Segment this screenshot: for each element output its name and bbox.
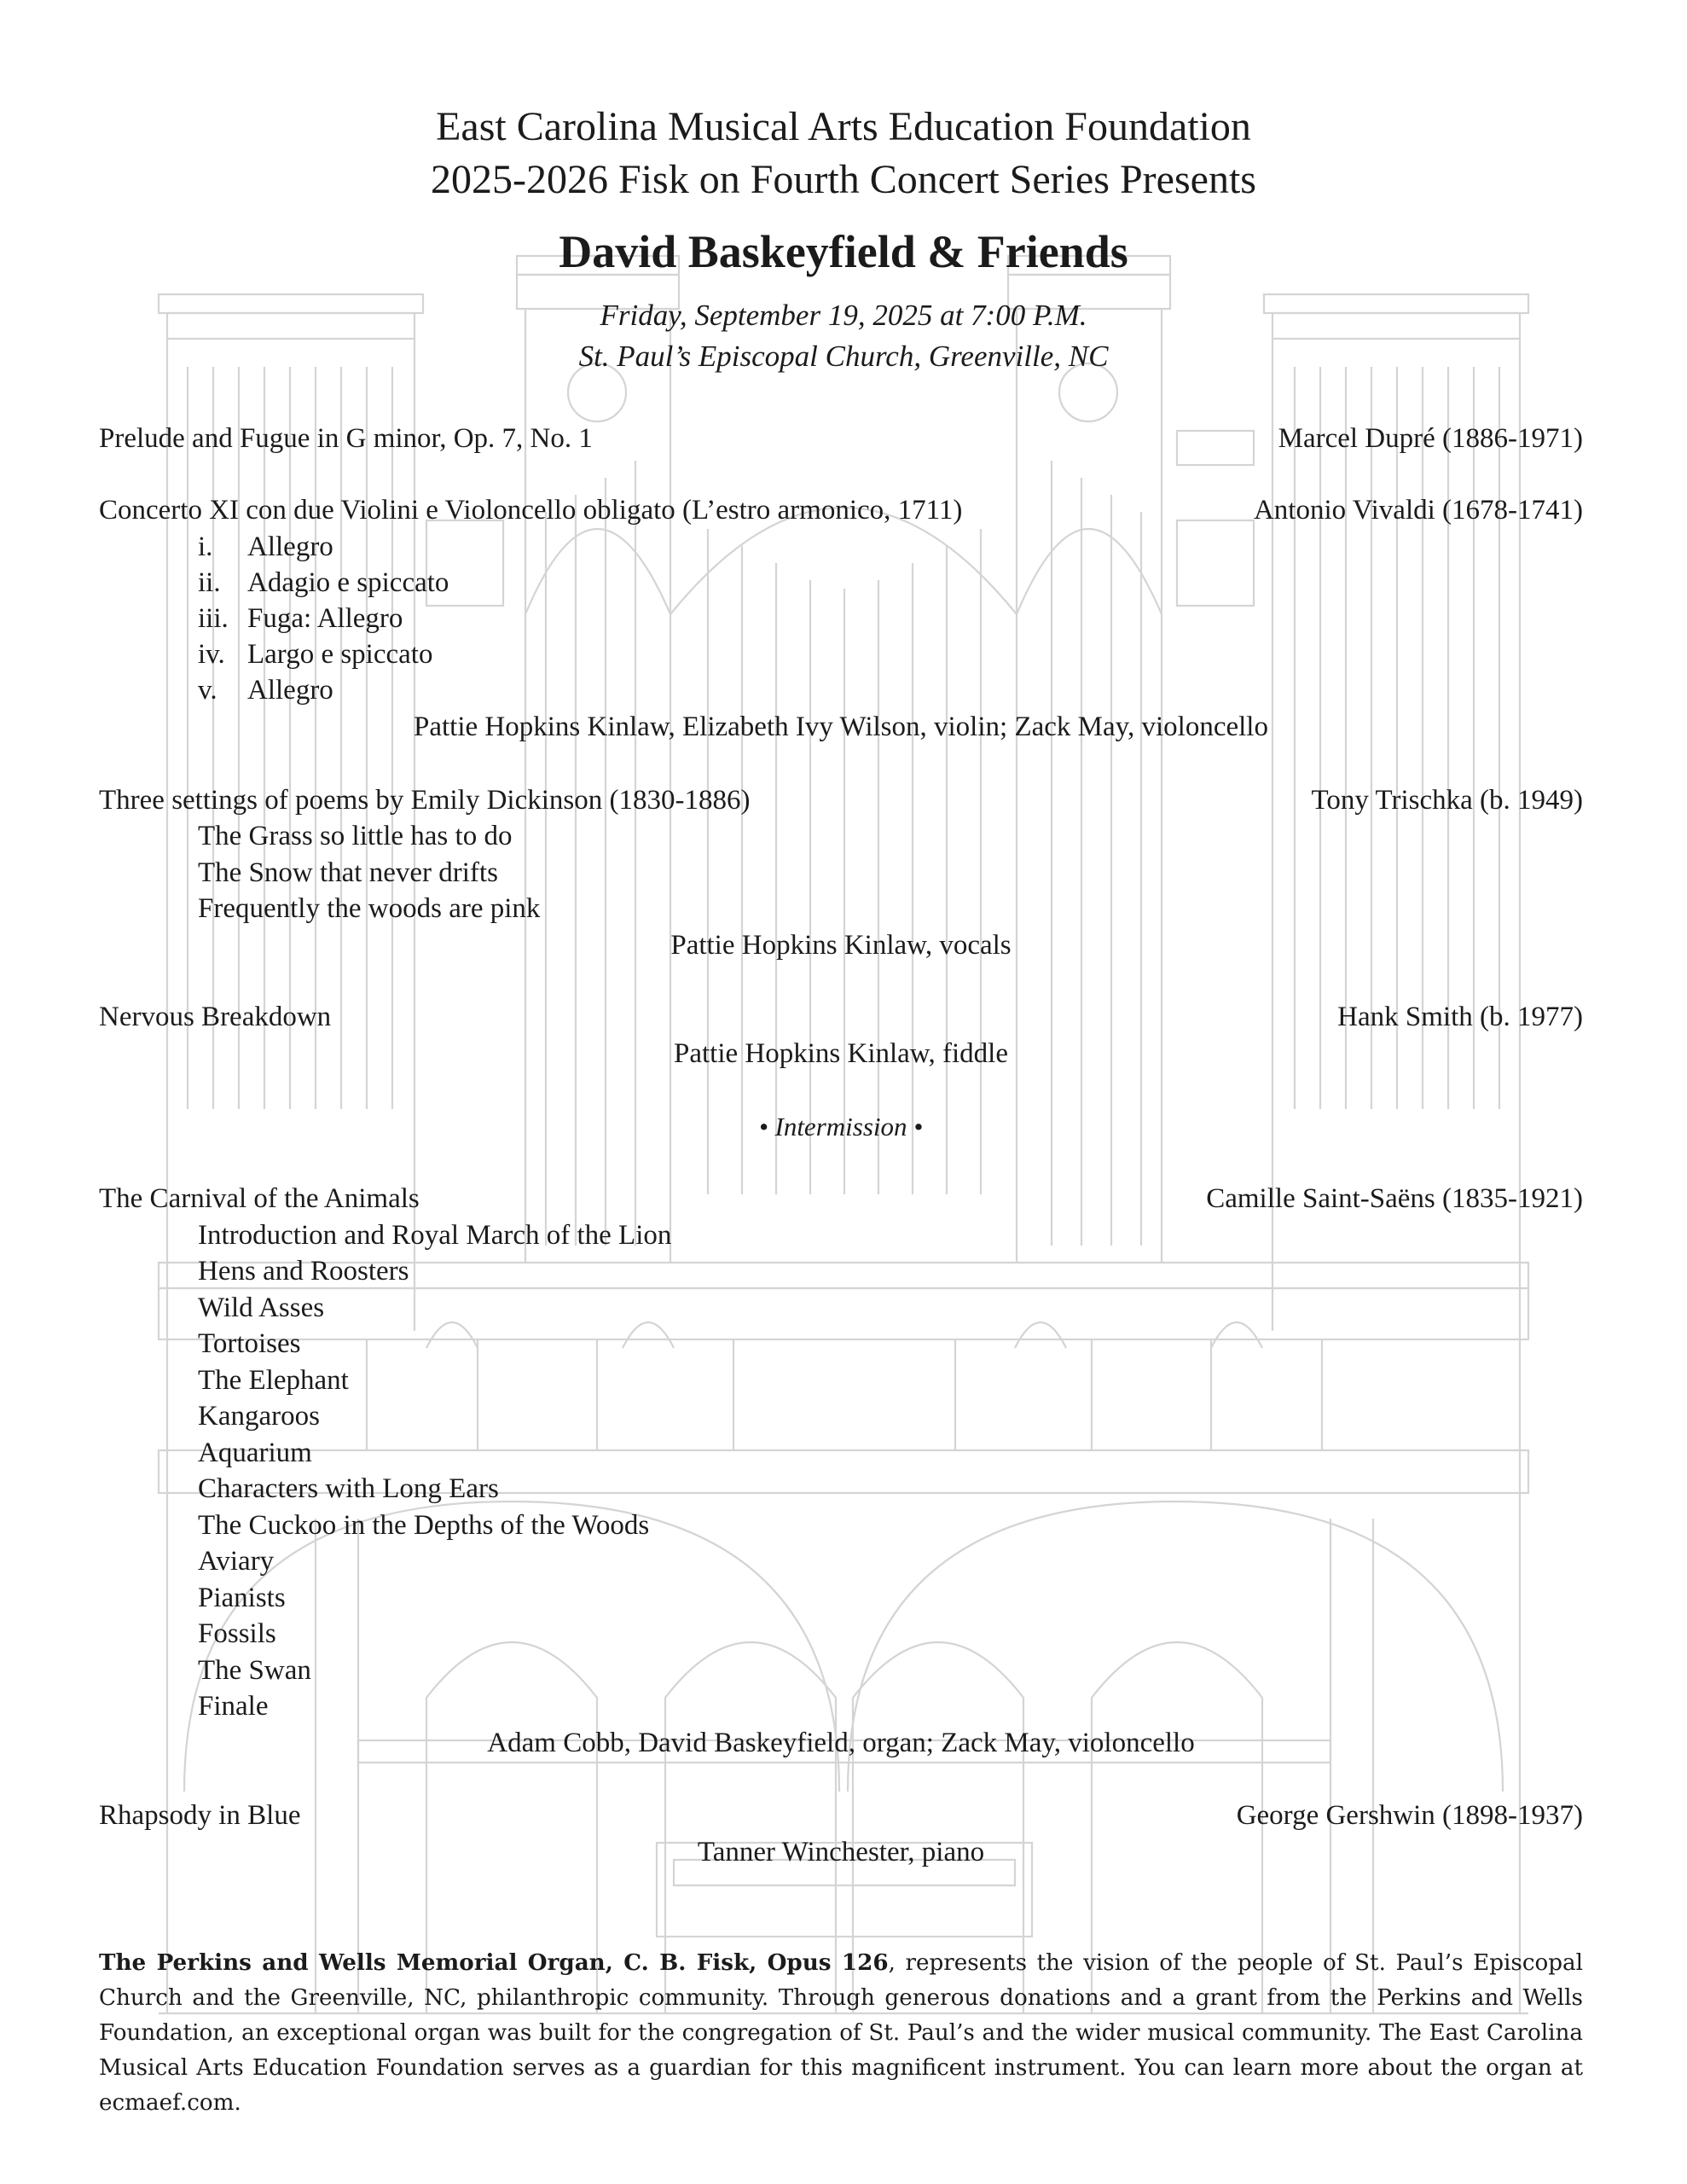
performers: Adam Cobb, David Baskeyfield, organ; Zack May, violoncello (487, 1728, 1195, 1758)
movement-title: Tortoises (198, 1328, 301, 1359)
performers: Pattie Hopkins Kinlaw, fiddle (674, 1038, 1008, 1069)
piece-composer: Antonio Vivaldi (1678-1741) (1253, 495, 1583, 526)
movement-title: Characters with Long Ears (198, 1473, 499, 1504)
program-list (99, 0, 1583, 1877)
piece-row (99, 1181, 1583, 1217)
piece-composer: Camille Saint-Saëns (1835-1921) (1206, 1183, 1583, 1214)
piece-row (99, 999, 1583, 1036)
performers: Pattie Hopkins Kinlaw, vocals (670, 930, 1012, 961)
movement-title: Frequently the woods are pink (198, 893, 541, 924)
organization-name: East Carolina Musical Arts Education Foundation (436, 104, 1251, 149)
movement-title: Fuga: Allegro (247, 603, 403, 634)
organ-note (99, 1945, 1583, 2121)
movement-number: ii. (198, 567, 221, 598)
organ-note-text: , represents the vision of the people of St. Paul’s Episcopal Church and the Greenville, NC, philanthropic community. Through generous donations and a grant from the Perkins and Wells Foundation, an exceptional organ was built for the congregation of St. Paul’s and the wider musical community. The East Carolina Musical Arts Education Foundation serves as a guardian for this magnificent instrument. You can learn more about the organ at ecmaef.com. (99, 1950, 1583, 2116)
movement-title: Fossils (198, 1618, 276, 1649)
movement-title: Wild Asses (198, 1292, 325, 1323)
movement-title: Pianists (198, 1583, 286, 1613)
piece-composer: Hank Smith (b. 1977) (1337, 1002, 1583, 1032)
piece-row (99, 421, 1583, 457)
piece-title: Concerto XI con due Violini e Violoncello obligato (L’estro armonico, 1711) (99, 495, 963, 526)
movement-title: Finale (198, 1691, 269, 1722)
piece-composer: Marcel Dupré (1886-1971) (1278, 423, 1583, 454)
movement-title: Aviary (198, 1546, 275, 1577)
movement-title: The Elephant (198, 1365, 349, 1396)
movement-title: Aquarium (198, 1438, 312, 1468)
movement-number: iii. (198, 603, 229, 634)
piece-composer: Tony Trischka (b. 1949) (1311, 785, 1583, 816)
concert-venue: St. Paul’s Episcopal Church, Greenville, NC (578, 340, 1109, 373)
piece-title: Rhapsody in Blue (99, 1800, 301, 1831)
piece-composer: George Gershwin (1898-1937) (1236, 1800, 1583, 1831)
series-title: 2025-2026 Fisk on Fourth Concert Series Presents (431, 157, 1256, 202)
concert-date: Friday, September 19, 2025 at 7:00 P.M. (600, 299, 1087, 332)
piece-title: Nervous Breakdown (99, 1002, 332, 1032)
intermission: • Intermission • (758, 1112, 924, 1141)
piece-row (99, 1798, 1583, 1834)
movement-number: v. (198, 675, 217, 706)
movement-title: Allegro (247, 531, 333, 562)
movement-title: Hens and Roosters (198, 1256, 409, 1287)
piece-title: Three settings of poems by Emily Dickinson (1830-1886) (99, 785, 751, 816)
concert-title: David Baskeyfield & Friends (559, 226, 1128, 277)
movement-number: iv. (198, 639, 225, 670)
movement-title: Adagio e spiccato (247, 567, 449, 598)
piece-row (99, 782, 1583, 819)
organ-note-lead: The Perkins and Wells Memorial Organ, C. B. Fisk, Opus 126 (99, 1949, 889, 1976)
movement-title: The Grass so little has to do (198, 821, 513, 851)
movement-number: i. (198, 531, 213, 562)
piece-title: The Carnival of the Animals (99, 1183, 420, 1214)
piece-title: Prelude and Fugue in G minor, Op. 7, No. 1 (99, 423, 593, 454)
piece-row (99, 492, 1583, 529)
movement-title: Allegro (247, 675, 333, 706)
movement-title: Introduction and Royal March of the Lion (198, 1220, 672, 1251)
movement-title: The Swan (198, 1655, 311, 1686)
performers: Pattie Hopkins Kinlaw, Elizabeth Ivy Wilson, violin; Zack May, violoncello (414, 712, 1268, 742)
performers: Tanner Winchester, piano (697, 1837, 985, 1867)
movement-title: The Snow that never drifts (198, 857, 498, 888)
movement-title: Largo e spiccato (247, 639, 433, 670)
movement-title: Kangaroos (198, 1401, 320, 1432)
movement-title: The Cuckoo in the Depths of the Woods (198, 1510, 650, 1541)
